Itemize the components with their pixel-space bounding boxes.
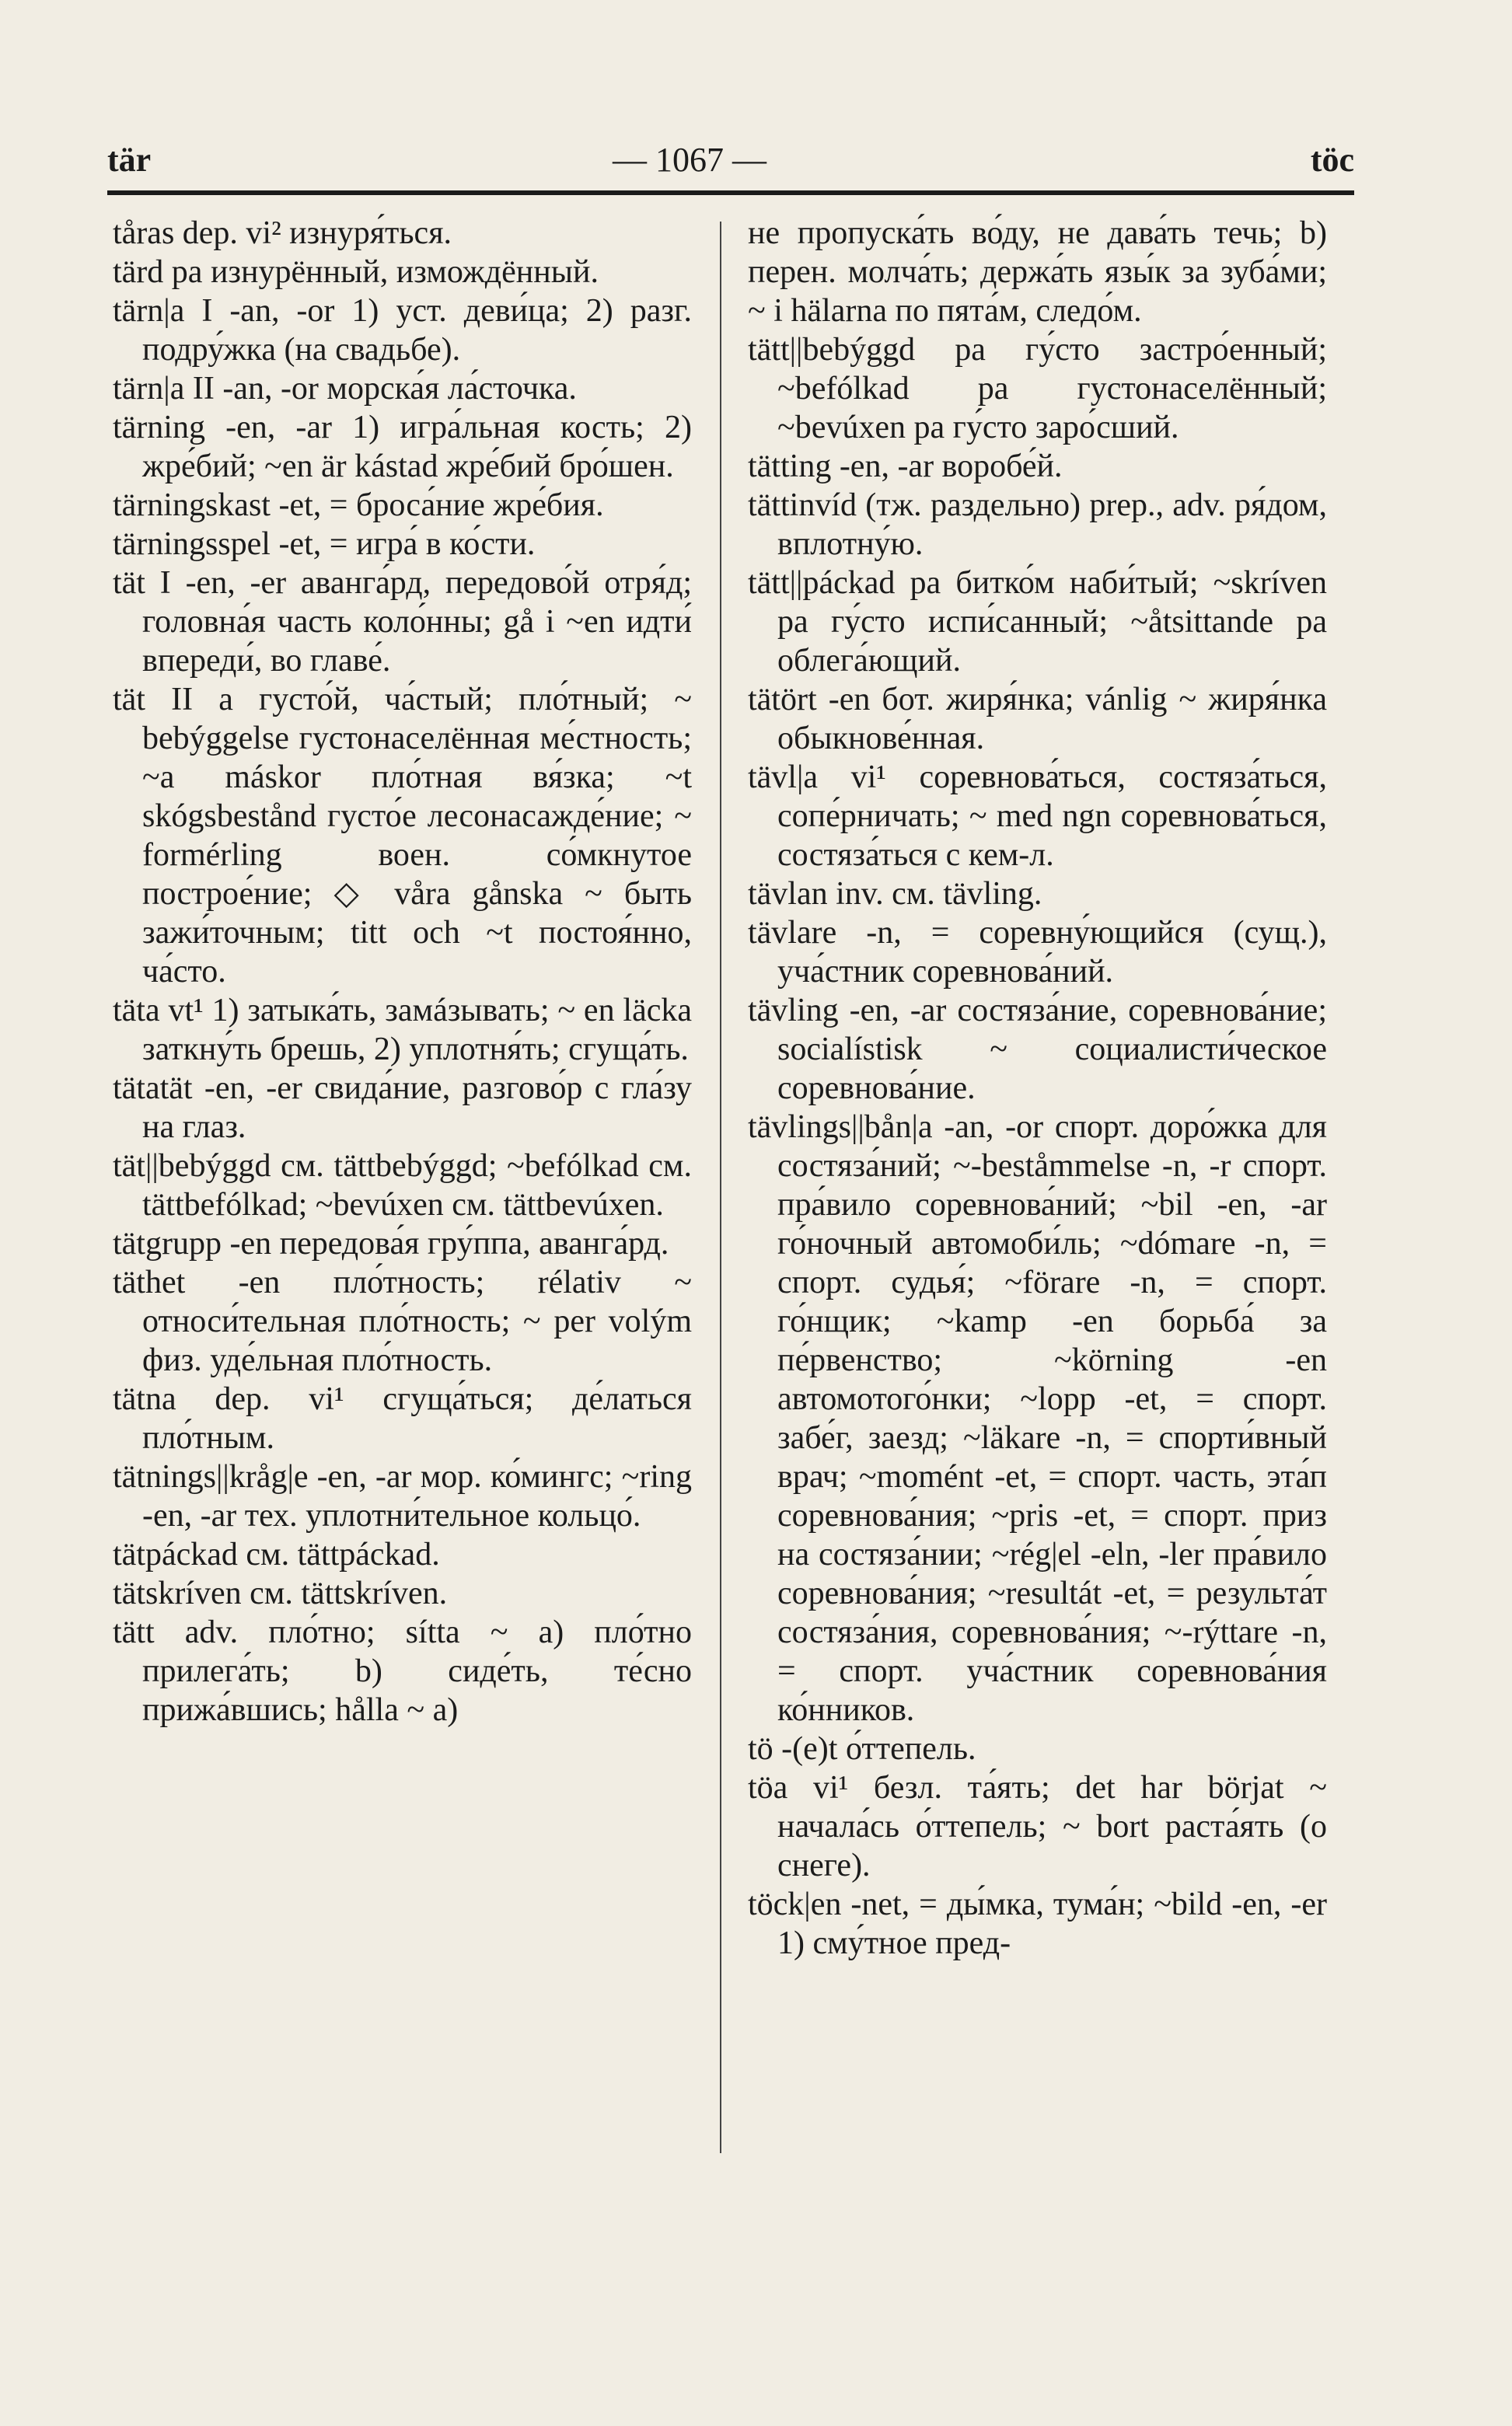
dictionary-entry: tätt adv. пло́тно; sítta ~ а) пло́тно прилега́ть; b) сиде́ть, те́сно прижа́вшись; hålla ~ а) — [113, 1614, 692, 1728]
dictionary-entry: täta vt¹ 1) затыка́ть, замáзывать; ~ en läcka заткну́ть брешь, 2) уплотня́ть; сгуща́ть. — [113, 993, 692, 1067]
dictionary-entry: tätt||páckad pa битко́м наби́тый; ~skríven pa гу́сто испи́санный; ~åtsittande pa облега́ющий. — [748, 565, 1327, 679]
dictionary-entry: töa vi¹ безл. та́ять; det har börjat ~ начала́сь о́ттепель; ~ bort раста́ять (о снеге). — [748, 1770, 1327, 1883]
dictionary-entry: tätting -en, -ar воробе́й. — [748, 449, 1063, 484]
dictionary-entry: tärningsspel -et, = игра́ в ко́сти. — [113, 526, 536, 562]
page-number: — 1067 — — [613, 141, 766, 179]
dictionary-entry: tät||bebýggd см. tättbebýggd; ~befólkad см. tättbefólkad; ~bevúxen см. tättbevúxen. — [113, 1148, 692, 1223]
dictionary-entry: tätgrupp -en передова́я гру́ппа, аванга́рд. — [113, 1226, 669, 1262]
dictionary-entry: tävlings||bån|a -an, -or спорт. доро́жка для состяза́ний; ~-beståmmelse -n, -r спорт. пра́вило соревнова́ний; ~bil -en, -ar го́ночный автомоби́ль; ~dómare -n, = спорт. судья́; ~förare -n, = спорт. го́нщик; ~kamp -en борьба́ за пе́рвенство; ~körning -en автомотого́нки; ~lopp -et, = спорт. забе́г, заезд; ~läkare -n, = спорти́вный врач; ~momént -et, = спорт. часть, эта́п соревнова́ния; ~pris -et, = спорт. приз на состяза́нии; ~rég|el -eln, -ler пра́вило соревнова́ния; ~resultát -et, = результа́т состяза́ния, соревнова́ния; ~-rýttare -n, = спорт. уча́стник соревнова́ния ко́нников. — [748, 1109, 1327, 1728]
dictionary-entry: tätna dep. vi¹ сгуща́ться; де́латься пло́тным. — [113, 1381, 692, 1456]
left-column — [113, 214, 692, 1730]
dictionary-entry: tärning -en, -ar 1) игра́льная кость; 2) жре́бий; ~en är kástad жре́бий бро́шен. — [113, 410, 692, 484]
dictionary-entry: tättinvíd (тж. раздельно) prep., adv. ря́дом, вплотну́ю. — [748, 487, 1327, 562]
dictionary-entry: tävl|a vi¹ соревнова́ться, состяза́ться, сопе́рничать; ~ med ngn соревнова́ться, состяза́ться с кем-л. — [748, 759, 1327, 873]
dictionary-entry: tåras dep. vi² изнуря́ться. — [113, 215, 452, 251]
right-guide-word: töc — [1310, 141, 1354, 179]
left-guide-word: tär — [107, 141, 152, 179]
dictionary-entry: tärn|a I -an, -or 1) уст. деви́ца; 2) разг. подру́жка (на свадьбе). — [113, 293, 692, 368]
dictionary-entry: tätpáckad см. tättpáckad. — [113, 1537, 440, 1573]
dictionary-entry: tävlan inv. см. tävling. — [748, 876, 1042, 912]
dictionary-entry: tätört -en бот. жиря́нка; vánlig ~ жиря́нка обыкнове́нная. — [748, 682, 1327, 756]
dictionary-entry: töck|en -net, = ды́мка, тума́н; ~bild -en, -er 1) сму́тное пред- — [748, 1887, 1327, 1961]
right-column — [748, 214, 1327, 1963]
dictionary-entry: tävling -en, -ar состяза́ние, соревнова́ние; socialístisk ~ социалисти́ческое соревнова́ние. — [748, 993, 1327, 1106]
dictionary-entry: tät I -en, -er аванга́рд, передово́й отря́д; головна́я часть коло́нны; gå i ~en идти́ впереди́, во главе́. — [113, 565, 692, 679]
dictionary-entry: tät II a густо́й, ча́стый; пло́тный; ~ bebýggelse густонаселённая ме́стность; ~a máskor пло́тная вя́зка; ~t skógsbestånd густо́е лесонасажде́ние; ~ formérling воен. со́мкнутое построе́ние; ◇ våra gånska ~ быть зажи́точным; titt och ~t постоя́нно, ча́сто. — [113, 682, 692, 990]
dictionary-entry: tätnings||kråg|e -en, -ar мор. ко́мингс; ~ring -en, -ar тех. уплотни́тельное кольцо́. — [113, 1459, 692, 1534]
dictionary-entry: tävlare -n, = соревну́ющийся (сущ.), уча́стник соревнова́ний. — [748, 915, 1327, 990]
dictionary-entry: täthet -en пло́тность; rélativ ~ относи́тельная пло́тность; ~ per volým физ. уде́льная пло́тность. — [113, 1265, 692, 1378]
dictionary-entry: tätatät -en, -er свида́ние, разгово́р с гла́зу на глаз. — [113, 1070, 692, 1145]
dictionary-entry: tätt||bebýggd pa гу́сто застро́енный; ~befólkad pa густонаселённый; ~bevúxen pa гу́сто заро́сший. — [748, 332, 1327, 445]
dictionary-entry: tätskríven см. tättskríven. — [113, 1576, 448, 1611]
dictionary-entry: tärningskast -et, = броса́ние жре́бия. — [113, 487, 604, 523]
dictionary-entry: tärd pa изнурённый, измождённый. — [113, 254, 599, 290]
dictionary-entry: tärn|a II -an, -or морска́я ла́сточка. — [113, 371, 577, 407]
running-head — [107, 140, 1354, 187]
header-rule — [107, 190, 1354, 195]
dictionary-entry: не пропуска́ть во́ду, не дава́ть течь; b) перен. молча́ть; держа́ть язы́к за зуба́ми; ~ i hälarna по пята́м, следо́м. — [748, 215, 1327, 329]
dictionary-entry: tö -(e)t о́ттепель. — [748, 1731, 976, 1767]
column-divider — [720, 222, 721, 2153]
